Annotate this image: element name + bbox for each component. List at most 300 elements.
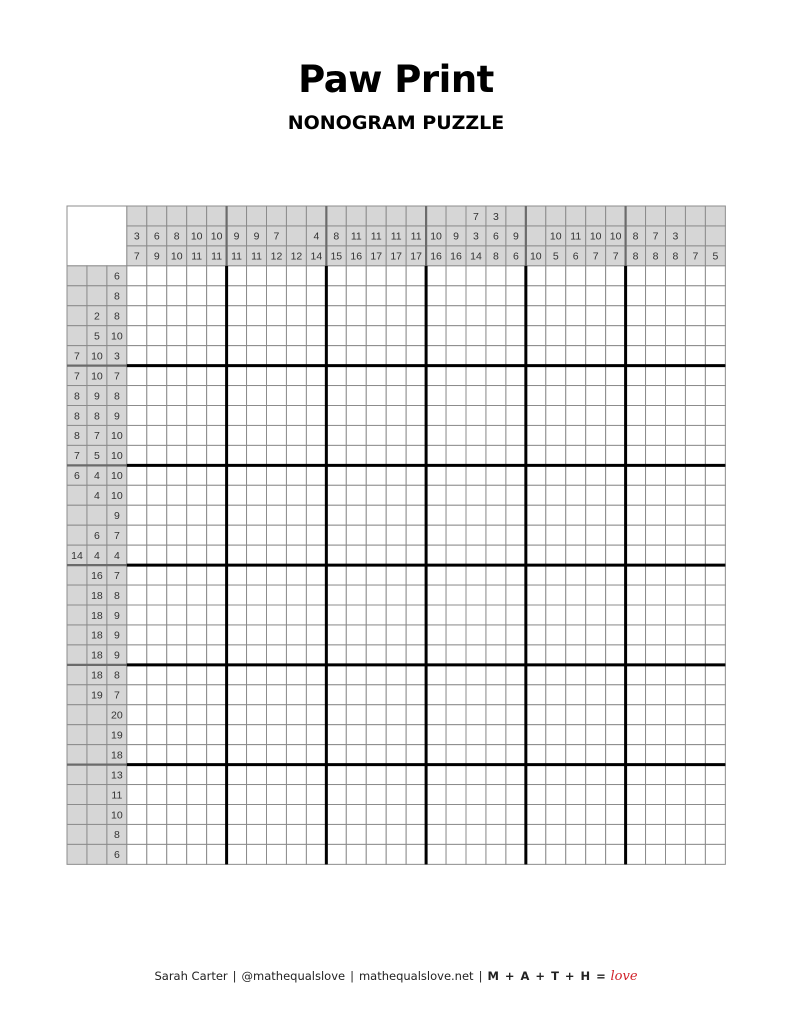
- grid-cell[interactable]: [127, 545, 147, 565]
- grid-cell[interactable]: [187, 824, 207, 844]
- grid-cell[interactable]: [346, 805, 366, 825]
- grid-cell[interactable]: [446, 625, 466, 645]
- grid-cell[interactable]: [286, 765, 306, 785]
- grid-cell[interactable]: [606, 645, 626, 665]
- grid-cell[interactable]: [406, 585, 426, 605]
- grid-cell[interactable]: [486, 625, 506, 645]
- grid-cell[interactable]: [286, 406, 306, 426]
- grid-cell[interactable]: [566, 705, 586, 725]
- grid-cell[interactable]: [227, 725, 247, 745]
- grid-cell[interactable]: [346, 745, 366, 765]
- grid-cell[interactable]: [147, 286, 167, 306]
- grid-cell[interactable]: [526, 565, 546, 585]
- grid-cell[interactable]: [526, 326, 546, 346]
- grid-cell[interactable]: [426, 406, 446, 426]
- grid-cell[interactable]: [666, 665, 686, 685]
- grid-cell[interactable]: [326, 824, 346, 844]
- grid-cell[interactable]: [306, 366, 326, 386]
- grid-cell[interactable]: [566, 286, 586, 306]
- grid-cell[interactable]: [366, 765, 386, 785]
- grid-cell[interactable]: [566, 745, 586, 765]
- grid-cell[interactable]: [167, 785, 187, 805]
- grid-cell[interactable]: [386, 705, 406, 725]
- grid-cell[interactable]: [346, 665, 366, 685]
- grid-cell[interactable]: [326, 286, 346, 306]
- grid-cell[interactable]: [626, 465, 646, 485]
- grid-cell[interactable]: [207, 645, 227, 665]
- grid-cell[interactable]: [207, 785, 227, 805]
- grid-cell[interactable]: [466, 725, 486, 745]
- grid-cell[interactable]: [386, 585, 406, 605]
- grid-cell[interactable]: [326, 805, 346, 825]
- grid-cell[interactable]: [606, 406, 626, 426]
- grid-cell[interactable]: [386, 406, 406, 426]
- grid-cell[interactable]: [705, 605, 725, 625]
- grid-cell[interactable]: [566, 525, 586, 545]
- grid-cell[interactable]: [127, 765, 147, 785]
- grid-cell[interactable]: [247, 665, 267, 685]
- grid-cell[interactable]: [486, 765, 506, 785]
- grid-cell[interactable]: [705, 844, 725, 864]
- grid-cell[interactable]: [526, 725, 546, 745]
- grid-cell[interactable]: [426, 366, 446, 386]
- grid-cell[interactable]: [247, 844, 267, 864]
- grid-cell[interactable]: [566, 605, 586, 625]
- grid-cell[interactable]: [247, 406, 267, 426]
- grid-cell[interactable]: [466, 505, 486, 525]
- grid-cell[interactable]: [147, 805, 167, 825]
- grid-cell[interactable]: [247, 306, 267, 326]
- grid-cell[interactable]: [167, 585, 187, 605]
- grid-cell[interactable]: [267, 765, 287, 785]
- grid-cell[interactable]: [586, 425, 606, 445]
- grid-cell[interactable]: [705, 645, 725, 665]
- grid-cell[interactable]: [366, 685, 386, 705]
- grid-cell[interactable]: [306, 505, 326, 525]
- grid-cell[interactable]: [147, 306, 167, 326]
- grid-cell[interactable]: [506, 745, 526, 765]
- grid-cell[interactable]: [386, 485, 406, 505]
- grid-cell[interactable]: [626, 725, 646, 745]
- grid-cell[interactable]: [566, 326, 586, 346]
- grid-cell[interactable]: [286, 605, 306, 625]
- grid-cell[interactable]: [666, 266, 686, 286]
- grid-cell[interactable]: [705, 286, 725, 306]
- grid-cell[interactable]: [446, 685, 466, 705]
- grid-cell[interactable]: [306, 785, 326, 805]
- grid-cell[interactable]: [346, 425, 366, 445]
- grid-cell[interactable]: [486, 545, 506, 565]
- grid-cell[interactable]: [227, 765, 247, 785]
- grid-cell[interactable]: [386, 765, 406, 785]
- grid-cell[interactable]: [526, 585, 546, 605]
- grid-cell[interactable]: [247, 386, 267, 406]
- grid-cell[interactable]: [666, 465, 686, 485]
- grid-cell[interactable]: [187, 665, 207, 685]
- grid-cell[interactable]: [247, 765, 267, 785]
- grid-cell[interactable]: [546, 705, 566, 725]
- grid-cell[interactable]: [306, 585, 326, 605]
- grid-cell[interactable]: [187, 465, 207, 485]
- grid-cell[interactable]: [267, 306, 287, 326]
- grid-cell[interactable]: [606, 844, 626, 864]
- grid-cell[interactable]: [286, 685, 306, 705]
- grid-cell[interactable]: [326, 545, 346, 565]
- grid-cell[interactable]: [147, 745, 167, 765]
- grid-cell[interactable]: [187, 765, 207, 785]
- grid-cell[interactable]: [426, 585, 446, 605]
- grid-cell[interactable]: [346, 525, 366, 545]
- grid-cell[interactable]: [546, 545, 566, 565]
- grid-cell[interactable]: [187, 406, 207, 426]
- grid-cell[interactable]: [586, 386, 606, 406]
- grid-cell[interactable]: [685, 505, 705, 525]
- grid-cell[interactable]: [406, 425, 426, 445]
- grid-cell[interactable]: [326, 685, 346, 705]
- grid-cell[interactable]: [705, 824, 725, 844]
- grid-cell[interactable]: [346, 286, 366, 306]
- grid-cell[interactable]: [366, 386, 386, 406]
- grid-cell[interactable]: [506, 485, 526, 505]
- grid-cell[interactable]: [626, 386, 646, 406]
- grid-cell[interactable]: [666, 406, 686, 426]
- grid-cell[interactable]: [346, 465, 366, 485]
- grid-cell[interactable]: [267, 745, 287, 765]
- grid-cell[interactable]: [426, 705, 446, 725]
- grid-cell[interactable]: [207, 266, 227, 286]
- grid-cell[interactable]: [386, 605, 406, 625]
- grid-cell[interactable]: [685, 705, 705, 725]
- grid-cell[interactable]: [406, 445, 426, 465]
- grid-cell[interactable]: [306, 406, 326, 426]
- grid-cell[interactable]: [326, 366, 346, 386]
- grid-cell[interactable]: [606, 625, 626, 645]
- grid-cell[interactable]: [127, 266, 147, 286]
- grid-cell[interactable]: [167, 545, 187, 565]
- grid-cell[interactable]: [267, 505, 287, 525]
- grid-cell[interactable]: [446, 286, 466, 306]
- grid-cell[interactable]: [486, 605, 506, 625]
- grid-cell[interactable]: [566, 465, 586, 485]
- grid-cell[interactable]: [506, 266, 526, 286]
- grid-cell[interactable]: [426, 425, 446, 445]
- grid-cell[interactable]: [406, 665, 426, 685]
- grid-cell[interactable]: [546, 645, 566, 665]
- grid-cell[interactable]: [267, 645, 287, 665]
- grid-cell[interactable]: [466, 386, 486, 406]
- grid-cell[interactable]: [227, 805, 247, 825]
- grid-cell[interactable]: [526, 545, 546, 565]
- grid-cell[interactable]: [626, 805, 646, 825]
- grid-cell[interactable]: [346, 386, 366, 406]
- grid-cell[interactable]: [227, 306, 247, 326]
- grid-cell[interactable]: [227, 685, 247, 705]
- grid-cell[interactable]: [346, 346, 366, 366]
- grid-cell[interactable]: [646, 785, 666, 805]
- grid-cell[interactable]: [705, 366, 725, 386]
- grid-cell[interactable]: [666, 705, 686, 725]
- grid-cell[interactable]: [446, 366, 466, 386]
- grid-cell[interactable]: [167, 725, 187, 745]
- grid-cell[interactable]: [606, 266, 626, 286]
- grid-cell[interactable]: [207, 286, 227, 306]
- grid-cell[interactable]: [286, 286, 306, 306]
- grid-cell[interactable]: [446, 824, 466, 844]
- grid-cell[interactable]: [685, 785, 705, 805]
- grid-cell[interactable]: [247, 565, 267, 585]
- grid-cell[interactable]: [666, 605, 686, 625]
- grid-cell[interactable]: [187, 525, 207, 545]
- grid-cell[interactable]: [466, 645, 486, 665]
- grid-cell[interactable]: [666, 645, 686, 665]
- grid-cell[interactable]: [366, 805, 386, 825]
- grid-cell[interactable]: [666, 286, 686, 306]
- grid-cell[interactable]: [267, 465, 287, 485]
- grid-cell[interactable]: [646, 725, 666, 745]
- grid-cell[interactable]: [426, 545, 446, 565]
- grid-cell[interactable]: [446, 665, 466, 685]
- grid-cell[interactable]: [346, 824, 366, 844]
- grid-cell[interactable]: [346, 705, 366, 725]
- grid-cell[interactable]: [127, 306, 147, 326]
- grid-cell[interactable]: [187, 545, 207, 565]
- grid-cell[interactable]: [466, 685, 486, 705]
- grid-cell[interactable]: [426, 465, 446, 485]
- grid-cell[interactable]: [406, 406, 426, 426]
- grid-cell[interactable]: [187, 705, 207, 725]
- grid-cell[interactable]: [646, 745, 666, 765]
- grid-cell[interactable]: [366, 266, 386, 286]
- grid-cell[interactable]: [207, 565, 227, 585]
- grid-cell[interactable]: [187, 605, 207, 625]
- grid-cell[interactable]: [666, 306, 686, 326]
- grid-cell[interactable]: [426, 386, 446, 406]
- grid-cell[interactable]: [685, 565, 705, 585]
- grid-cell[interactable]: [127, 625, 147, 645]
- grid-cell[interactable]: [486, 306, 506, 326]
- grid-cell[interactable]: [187, 565, 207, 585]
- grid-cell[interactable]: [167, 386, 187, 406]
- grid-cell[interactable]: [406, 625, 426, 645]
- grid-cell[interactable]: [366, 485, 386, 505]
- grid-cell[interactable]: [685, 286, 705, 306]
- grid-cell[interactable]: [526, 386, 546, 406]
- grid-cell[interactable]: [167, 425, 187, 445]
- grid-cell[interactable]: [446, 386, 466, 406]
- grid-cell[interactable]: [486, 585, 506, 605]
- grid-cell[interactable]: [286, 366, 306, 386]
- grid-cell[interactable]: [685, 745, 705, 765]
- grid-cell[interactable]: [386, 805, 406, 825]
- grid-cell[interactable]: [626, 745, 646, 765]
- grid-cell[interactable]: [306, 824, 326, 844]
- grid-cell[interactable]: [646, 844, 666, 864]
- grid-cell[interactable]: [167, 406, 187, 426]
- grid-cell[interactable]: [526, 785, 546, 805]
- grid-cell[interactable]: [127, 685, 147, 705]
- grid-cell[interactable]: [306, 445, 326, 465]
- grid-cell[interactable]: [167, 605, 187, 625]
- grid-cell[interactable]: [486, 386, 506, 406]
- grid-cell[interactable]: [306, 605, 326, 625]
- grid-cell[interactable]: [247, 425, 267, 445]
- grid-cell[interactable]: [227, 366, 247, 386]
- grid-cell[interactable]: [546, 824, 566, 844]
- grid-cell[interactable]: [386, 745, 406, 765]
- grid-cell[interactable]: [207, 824, 227, 844]
- grid-cell[interactable]: [685, 445, 705, 465]
- grid-cell[interactable]: [326, 605, 346, 625]
- grid-cell[interactable]: [286, 545, 306, 565]
- grid-cell[interactable]: [366, 665, 386, 685]
- grid-cell[interactable]: [606, 705, 626, 725]
- grid-cell[interactable]: [446, 266, 466, 286]
- grid-cell[interactable]: [167, 805, 187, 825]
- grid-cell[interactable]: [406, 645, 426, 665]
- grid-cell[interactable]: [506, 425, 526, 445]
- grid-cell[interactable]: [705, 386, 725, 406]
- grid-cell[interactable]: [606, 745, 626, 765]
- grid-cell[interactable]: [466, 445, 486, 465]
- grid-cell[interactable]: [326, 525, 346, 545]
- grid-cell[interactable]: [446, 425, 466, 445]
- grid-cell[interactable]: [586, 565, 606, 585]
- grid-cell[interactable]: [705, 525, 725, 545]
- grid-cell[interactable]: [626, 346, 646, 366]
- grid-cell[interactable]: [187, 725, 207, 745]
- grid-cell[interactable]: [167, 505, 187, 525]
- grid-cell[interactable]: [127, 585, 147, 605]
- grid-cell[interactable]: [546, 685, 566, 705]
- grid-cell[interactable]: [705, 266, 725, 286]
- grid-cell[interactable]: [486, 485, 506, 505]
- grid-cell[interactable]: [586, 665, 606, 685]
- grid-cell[interactable]: [147, 525, 167, 545]
- grid-cell[interactable]: [267, 525, 287, 545]
- grid-cell[interactable]: [526, 665, 546, 685]
- grid-cell[interactable]: [486, 505, 506, 525]
- grid-cell[interactable]: [267, 725, 287, 745]
- grid-cell[interactable]: [526, 286, 546, 306]
- grid-cell[interactable]: [506, 665, 526, 685]
- grid-cell[interactable]: [167, 625, 187, 645]
- grid-cell[interactable]: [506, 805, 526, 825]
- grid-cell[interactable]: [207, 306, 227, 326]
- grid-cell[interactable]: [406, 326, 426, 346]
- grid-cell[interactable]: [586, 485, 606, 505]
- grid-cell[interactable]: [227, 824, 247, 844]
- grid-cell[interactable]: [406, 266, 426, 286]
- grid-cell[interactable]: [247, 625, 267, 645]
- grid-cell[interactable]: [666, 745, 686, 765]
- grid-cell[interactable]: [147, 346, 167, 366]
- grid-cell[interactable]: [606, 306, 626, 326]
- grid-cell[interactable]: [626, 505, 646, 525]
- grid-cell[interactable]: [546, 425, 566, 445]
- grid-cell[interactable]: [207, 545, 227, 565]
- grid-cell[interactable]: [326, 565, 346, 585]
- grid-cell[interactable]: [666, 545, 686, 565]
- grid-cell[interactable]: [207, 406, 227, 426]
- grid-cell[interactable]: [426, 485, 446, 505]
- grid-cell[interactable]: [606, 725, 626, 745]
- grid-cell[interactable]: [426, 785, 446, 805]
- grid-cell[interactable]: [267, 326, 287, 346]
- grid-cell[interactable]: [646, 465, 666, 485]
- grid-cell[interactable]: [546, 665, 566, 685]
- grid-cell[interactable]: [506, 625, 526, 645]
- grid-cell[interactable]: [606, 326, 626, 346]
- grid-cell[interactable]: [306, 525, 326, 545]
- grid-cell[interactable]: [426, 725, 446, 745]
- grid-cell[interactable]: [666, 525, 686, 545]
- grid-cell[interactable]: [685, 386, 705, 406]
- grid-cell[interactable]: [626, 366, 646, 386]
- grid-cell[interactable]: [167, 565, 187, 585]
- grid-cell[interactable]: [446, 306, 466, 326]
- grid-cell[interactable]: [506, 565, 526, 585]
- grid-cell[interactable]: [346, 585, 366, 605]
- grid-cell[interactable]: [466, 805, 486, 825]
- grid-cell[interactable]: [207, 525, 227, 545]
- grid-cell[interactable]: [127, 665, 147, 685]
- grid-cell[interactable]: [346, 605, 366, 625]
- grid-cell[interactable]: [666, 326, 686, 346]
- grid-cell[interactable]: [646, 805, 666, 825]
- grid-cell[interactable]: [227, 844, 247, 864]
- grid-cell[interactable]: [366, 286, 386, 306]
- grid-cell[interactable]: [526, 445, 546, 465]
- grid-cell[interactable]: [446, 445, 466, 465]
- grid-cell[interactable]: [466, 705, 486, 725]
- grid-cell[interactable]: [566, 844, 586, 864]
- grid-cell[interactable]: [406, 525, 426, 545]
- grid-cell[interactable]: [586, 625, 606, 645]
- grid-cell[interactable]: [406, 844, 426, 864]
- grid-cell[interactable]: [167, 665, 187, 685]
- grid-cell[interactable]: [546, 745, 566, 765]
- grid-cell[interactable]: [306, 625, 326, 645]
- grid-cell[interactable]: [147, 844, 167, 864]
- grid-cell[interactable]: [446, 585, 466, 605]
- grid-cell[interactable]: [306, 705, 326, 725]
- grid-cell[interactable]: [506, 326, 526, 346]
- grid-cell[interactable]: [147, 366, 167, 386]
- grid-cell[interactable]: [306, 844, 326, 864]
- grid-cell[interactable]: [466, 745, 486, 765]
- grid-cell[interactable]: [286, 725, 306, 745]
- grid-cell[interactable]: [426, 765, 446, 785]
- grid-cell[interactable]: [586, 765, 606, 785]
- grid-cell[interactable]: [366, 545, 386, 565]
- grid-cell[interactable]: [267, 824, 287, 844]
- grid-cell[interactable]: [566, 306, 586, 326]
- grid-cell[interactable]: [366, 605, 386, 625]
- grid-cell[interactable]: [386, 505, 406, 525]
- grid-cell[interactable]: [685, 585, 705, 605]
- grid-cell[interactable]: [486, 286, 506, 306]
- grid-cell[interactable]: [127, 366, 147, 386]
- grid-cell[interactable]: [187, 685, 207, 705]
- grid-cell[interactable]: [466, 665, 486, 685]
- grid-cell[interactable]: [506, 505, 526, 525]
- grid-cell[interactable]: [646, 545, 666, 565]
- grid-cell[interactable]: [147, 645, 167, 665]
- grid-cell[interactable]: [326, 485, 346, 505]
- grid-cell[interactable]: [506, 705, 526, 725]
- grid-cell[interactable]: [147, 605, 167, 625]
- grid-cell[interactable]: [526, 346, 546, 366]
